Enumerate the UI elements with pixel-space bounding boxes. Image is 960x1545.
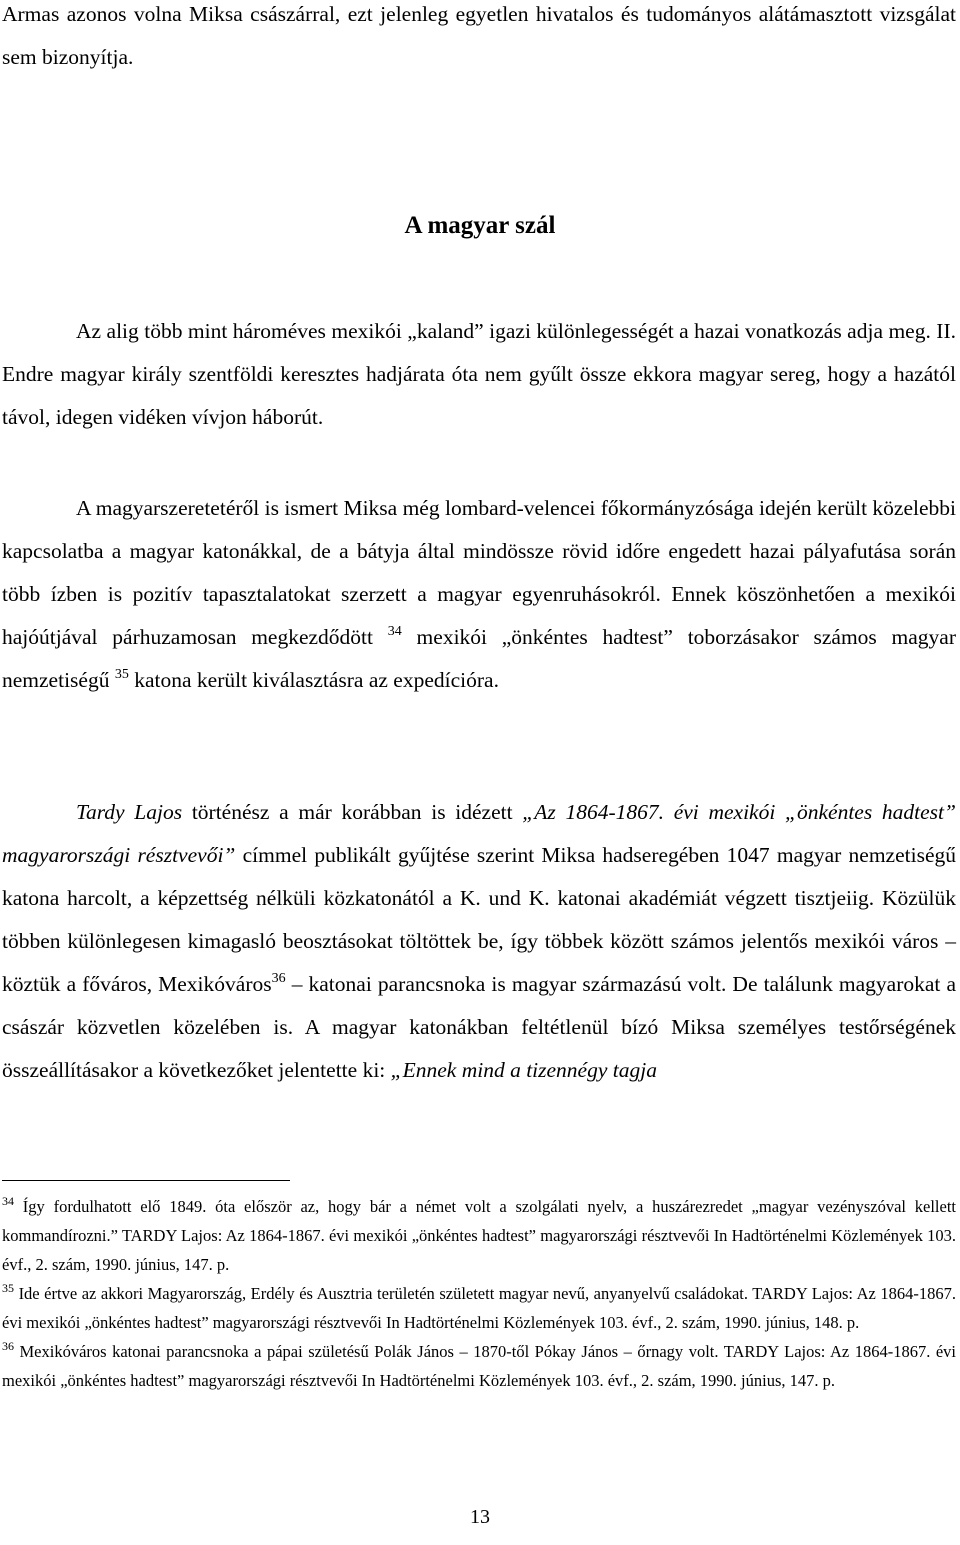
paragraph-3-text-b: címmel publikált gyűjtése szerint Miksa hadseregében 1047 magyar nemzetiségű katona harcolt, a képzettség nélküli közkatonától a K. und K. katonai akadémiát végzett tisztjeiig. Közülük többen különlegesen kimagasló beosztásokat töltöttek be, így többek között számos jelentős mexikói város – köztük a főváros, Mexikóváros xyxy=(2,843,956,996)
paragraph-3 xyxy=(2,791,956,1092)
quote-start: „Ennek mind a tizennégy tagja xyxy=(390,1058,657,1082)
section-heading: A magyar szál xyxy=(404,212,556,239)
footnote-number: 35 xyxy=(2,1281,14,1295)
page-number: 13 xyxy=(470,1506,490,1528)
footnotes xyxy=(2,1192,956,1395)
footnote-34 xyxy=(2,1192,956,1279)
footnote-ref-35: 35 xyxy=(114,667,129,682)
paragraph-2-text-b: mexikói „önkéntes hadtest” toborzásakor számos magyar nemzetiségű xyxy=(2,625,957,692)
cited-work-title: „Az 1864-1867. évi mexikói „önkéntes hadtest” magyarországi résztvevői” xyxy=(2,800,956,867)
paragraph-3-text-c: – katonai parancsnoka is magyar származású volt. De találunk magyarokat a császár közvetlen közelében is. A magyar katonákban feltétlenül bízó Miksa személyes testőrségének összeállításakor a következőket jelentette ki: xyxy=(2,972,957,1082)
footnote-36 xyxy=(2,1337,956,1395)
paragraph-2-text-c: katona került kiválasztásra az expedícióra. xyxy=(134,668,499,692)
footnote-separator xyxy=(2,1180,290,1181)
footnote-text: Mexikóváros katonai parancsnoka a pápai születésű Polák János – 1870-től Pókay János – őrnagy volt. TARDY Lajos: Az 1864-1867. évi mexikói „önkéntes hadtest” magyarországi résztvevői In Hadtörténelmi Közlemények 103. évf., 2. szám, 1990. június, 147. p. xyxy=(2,1342,956,1390)
paragraph-1: Az alig több mint hároméves mexikói „kaland” igazi különlegességét a hazai vonatkozás adja meg. II. Endre magyar király szentföldi keresztes hadjárata óta nem gyűlt össze ekkora magyar sereg, hogy a hazától távol, idegen vidéken vívjon háborút. xyxy=(2,319,956,429)
author-name: Tardy Lajos xyxy=(76,800,183,824)
paragraph-3-text-a: történész a már korábban is idézett xyxy=(191,800,513,824)
paragraph-2-text-a: A magyarszeretetéről is ismert Miksa még lombard-velencei főkormányzósága idején került közelebbi kapcsolatba a magyar katonákkal, de a bátyja által mindössze rövid időre engedett hazai pályafutása során több ízben is pozitív tapasztalatokat szerzett a magyar egyenruhásokról. Ennek köszönhetően a mexikói hajóútjával párhuzamosan megkezdődött xyxy=(2,496,956,649)
footnote-text: Így fordulhatott elő 1849. óta először az, hogy bár a német volt a szolgálati nyelv, a huszárezredet „magyar vezényszóval kellett kommandírozni.” TARDY Lajos: Az 1864-1867. évi mexikói „önkéntes hadtest” magyarországi résztvevői In Hadtörténelmi Közlemények 103. évf., 2. szám, 1990. június, 147. p. xyxy=(2,1197,957,1274)
footnote-number: 36 xyxy=(2,1339,14,1353)
paragraph-2 xyxy=(2,487,956,702)
footnote-number: 34 xyxy=(2,1194,14,1208)
intro-paragraph: Armas azonos volna Miksa császárral, ezt jelenleg egyetlen hivatalos és tudományos alátámasztott vizsgálat sem bizonyítja. xyxy=(2,2,956,69)
footnote-text: Ide értve az akkori Magyarország, Erdély és Ausztria területén született magyar nevű, anyanyelvű családokat. TARDY Lajos: Az 1864-1867. évi mexikói „önkéntes hadtest” magyarországi résztvevői In Hadtörténelmi Közlemények 103. évf., 2. szám, 1990. június, 148. p. xyxy=(2,1284,957,1332)
footnote-ref-36: 36 xyxy=(271,971,286,986)
footnote-ref-34: 34 xyxy=(387,624,402,639)
footnote-35 xyxy=(2,1279,956,1337)
